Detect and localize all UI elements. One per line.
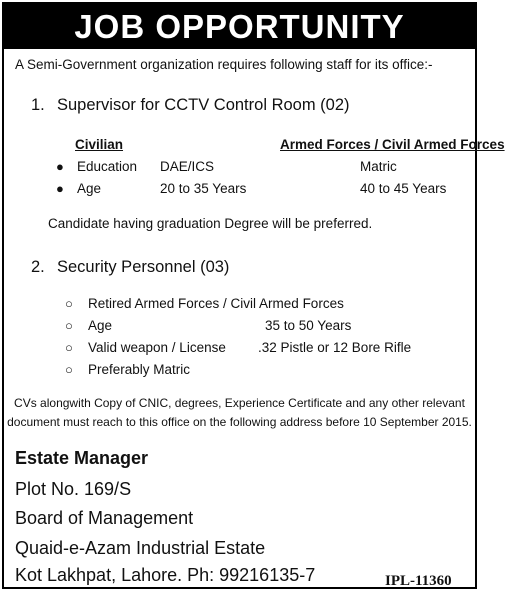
circle-bullet-icon: ○ xyxy=(65,340,73,355)
position-1-title: Supervisor for CCTV Control Room (02) xyxy=(57,96,350,114)
age-label: Age xyxy=(77,181,102,196)
instructions-line-1: CVs alongwith Copy of CNIC, degrees, Experience Certificate and any other relevant xyxy=(14,396,465,410)
bullet-icon: ● xyxy=(56,181,64,196)
education-armed: Matric xyxy=(360,159,397,174)
position-1-number: 1. xyxy=(31,96,45,114)
requirement-item: Retired Armed Forces / Civil Armed Forces xyxy=(88,296,344,311)
bullet-icon: ● xyxy=(56,159,64,174)
education-label: Education xyxy=(77,159,138,174)
circle-bullet-icon: ○ xyxy=(65,296,73,311)
position-2-number: 2. xyxy=(31,258,45,276)
job-advertisement xyxy=(2,2,505,589)
position-2-title: Security Personnel (03) xyxy=(57,258,230,276)
address-line-3: Quaid-e-Azam Industrial Estate xyxy=(15,538,266,558)
circle-bullet-icon: ○ xyxy=(65,318,73,333)
age-armed: 40 to 45 Years xyxy=(360,181,447,196)
age-civilian: 20 to 35 Years xyxy=(160,181,247,196)
intro-text: A Semi-Government organization requires following staff for its office:- xyxy=(15,57,433,72)
address-line-4: Kot Lakhpat, Lahore. Ph: 99216135-7 xyxy=(15,565,316,585)
requirement-item: Valid weapon / License xyxy=(88,340,226,355)
requirement-value: .32 Pistle or 12 Bore Rifle xyxy=(258,340,412,355)
instructions-line-2: document must reach to this office on the following address before 10 September 2015. xyxy=(7,415,472,429)
reference-code: IPL-11360 xyxy=(385,573,452,589)
requirement-value: 35 to 50 Years xyxy=(265,318,352,333)
circle-bullet-icon: ○ xyxy=(65,362,73,377)
requirement-item: Age xyxy=(88,318,113,333)
address-line-1: Plot No. 169/S xyxy=(15,479,132,499)
page-title: JOB OPPORTUNITY xyxy=(4,4,475,49)
requirement-item: Preferably Matric xyxy=(88,362,191,377)
armed-forces-header: Armed Forces / Civil Armed Forces xyxy=(280,137,505,152)
address-name: Estate Manager xyxy=(15,448,149,468)
address-line-2: Board of Management xyxy=(15,508,194,528)
civilian-header: Civilian xyxy=(75,137,124,152)
preference-note: Candidate having graduation Degree will be preferred. xyxy=(48,216,373,231)
education-civilian: DAE/ICS xyxy=(160,159,215,174)
